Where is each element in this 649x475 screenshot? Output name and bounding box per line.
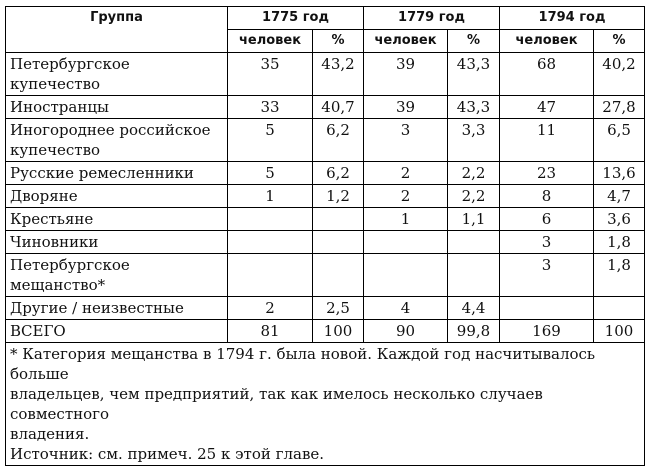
people-count-cell: 2	[364, 162, 448, 185]
people-count-cell: 6	[500, 208, 594, 231]
people-count-cell: 2	[364, 185, 448, 208]
people-count-cell: 5	[228, 119, 313, 162]
group-name-cell	[6, 162, 228, 185]
group-name-line: Крестьяне	[10, 210, 94, 228]
group-name-line: Петербургское	[10, 55, 130, 73]
percent-cell: 13,6	[594, 162, 645, 185]
people-count-cell: 3	[500, 254, 594, 297]
people-count-cell: 33	[228, 96, 313, 119]
percent-cell: 3,3	[448, 119, 500, 162]
percent-cell	[448, 254, 500, 297]
table-row	[6, 119, 645, 162]
people-count-cell: 4	[364, 297, 448, 320]
footnote-cell	[6, 343, 645, 466]
people-count-cell: 11	[500, 119, 594, 162]
people-count-cell: 90	[364, 320, 448, 343]
people-header: человек	[500, 30, 594, 53]
percent-cell: 6,2	[313, 162, 364, 185]
header-row-years	[6, 7, 645, 30]
group-name-line: Дворяне	[10, 187, 78, 205]
people-header: человек	[228, 30, 313, 53]
table-row	[6, 297, 645, 320]
percent-cell	[313, 231, 364, 254]
table-row	[6, 231, 645, 254]
people-count-cell	[364, 231, 448, 254]
percent-cell: 27,8	[594, 96, 645, 119]
percent-cell: 43,3	[448, 96, 500, 119]
people-count-cell	[500, 297, 594, 320]
group-name-line: Другие / неизвестные	[10, 299, 184, 317]
group-name-cell	[6, 185, 228, 208]
percent-cell: 40,7	[313, 96, 364, 119]
percent-cell: 99,8	[448, 320, 500, 343]
people-count-cell	[364, 254, 448, 297]
percent-cell	[313, 254, 364, 297]
group-name-cell	[6, 96, 228, 119]
people-count-cell: 8	[500, 185, 594, 208]
footnote-line: владения.	[10, 425, 90, 443]
group-name-cell	[6, 53, 228, 96]
table-row	[6, 185, 645, 208]
group-name-cell	[6, 297, 228, 320]
table-row	[6, 208, 645, 231]
group-name-line: купечество	[10, 141, 101, 159]
percent-cell	[594, 297, 645, 320]
percent-cell: 2,5	[313, 297, 364, 320]
percent-cell: 6,5	[594, 119, 645, 162]
group-name-line: Петербургское	[10, 256, 130, 274]
percent-cell: 2,2	[448, 185, 500, 208]
source-note: Источник: см. примеч. 25 к этой главе.	[10, 445, 325, 463]
people-count-cell: 5	[228, 162, 313, 185]
people-count-cell: 23	[500, 162, 594, 185]
table-row	[6, 162, 645, 185]
table-row	[6, 254, 645, 297]
group-name-line: Русские ремесленники	[10, 164, 194, 182]
percent-cell	[448, 231, 500, 254]
people-count-cell: 39	[364, 53, 448, 96]
group-name-line: купечество	[10, 75, 101, 93]
group-name-cell	[6, 254, 228, 297]
group-header: Группа	[6, 7, 228, 53]
people-count-cell: 169	[500, 320, 594, 343]
percent-cell: 40,2	[594, 53, 645, 96]
year-header: 1779 год	[364, 7, 500, 30]
group-name-line: Иностранцы	[10, 98, 109, 116]
people-count-cell: 47	[500, 96, 594, 119]
people-count-cell: 1	[364, 208, 448, 231]
people-count-cell	[228, 208, 313, 231]
people-count-cell: 68	[500, 53, 594, 96]
table-container	[5, 6, 644, 466]
people-header: человек	[364, 30, 448, 53]
percent-cell: 100	[594, 320, 645, 343]
percent-header: %	[313, 30, 364, 53]
table-row	[6, 53, 645, 96]
percent-cell: 100	[313, 320, 364, 343]
percent-cell: 6,2	[313, 119, 364, 162]
footnote-row	[6, 343, 645, 466]
group-name-line: Иногороднее российское	[10, 121, 211, 139]
year-header: 1794 год	[500, 7, 645, 30]
table-body	[6, 53, 645, 343]
people-count-cell: 3	[500, 231, 594, 254]
percent-cell: 3,6	[594, 208, 645, 231]
group-name-cell	[6, 208, 228, 231]
group-name-cell	[6, 231, 228, 254]
people-count-cell: 39	[364, 96, 448, 119]
percent-cell: 4,7	[594, 185, 645, 208]
group-name-cell	[6, 119, 228, 162]
people-count-cell: 81	[228, 320, 313, 343]
people-count-cell	[228, 254, 313, 297]
table-row	[6, 320, 645, 343]
footnote-line: владельцев, чем предприятий, так как имелось несколько случаев совместного	[10, 385, 543, 423]
people-count-cell: 3	[364, 119, 448, 162]
people-count-cell: 35	[228, 53, 313, 96]
percent-cell: 1,2	[313, 185, 364, 208]
group-name-cell	[6, 320, 228, 343]
percent-cell: 2,2	[448, 162, 500, 185]
people-count-cell: 1	[228, 185, 313, 208]
percent-cell	[313, 208, 364, 231]
group-name-line: ВСЕГО	[10, 322, 66, 340]
group-name-line: мещанство*	[10, 276, 106, 294]
percent-cell: 4,4	[448, 297, 500, 320]
percent-cell: 43,3	[448, 53, 500, 96]
percent-header: %	[448, 30, 500, 53]
footnote-line: * Категория мещанства в 1794 г. была новой. Каждой год насчитывалось больше	[10, 345, 596, 383]
percent-cell: 1,8	[594, 231, 645, 254]
percent-cell: 1,8	[594, 254, 645, 297]
table-row	[6, 96, 645, 119]
people-count-cell: 2	[228, 297, 313, 320]
year-header: 1775 год	[228, 7, 364, 30]
percent-cell: 43,2	[313, 53, 364, 96]
statistics-table	[5, 6, 645, 466]
people-count-cell	[228, 231, 313, 254]
group-name-line: Чиновники	[10, 233, 99, 251]
percent-cell: 1,1	[448, 208, 500, 231]
percent-header: %	[594, 30, 645, 53]
